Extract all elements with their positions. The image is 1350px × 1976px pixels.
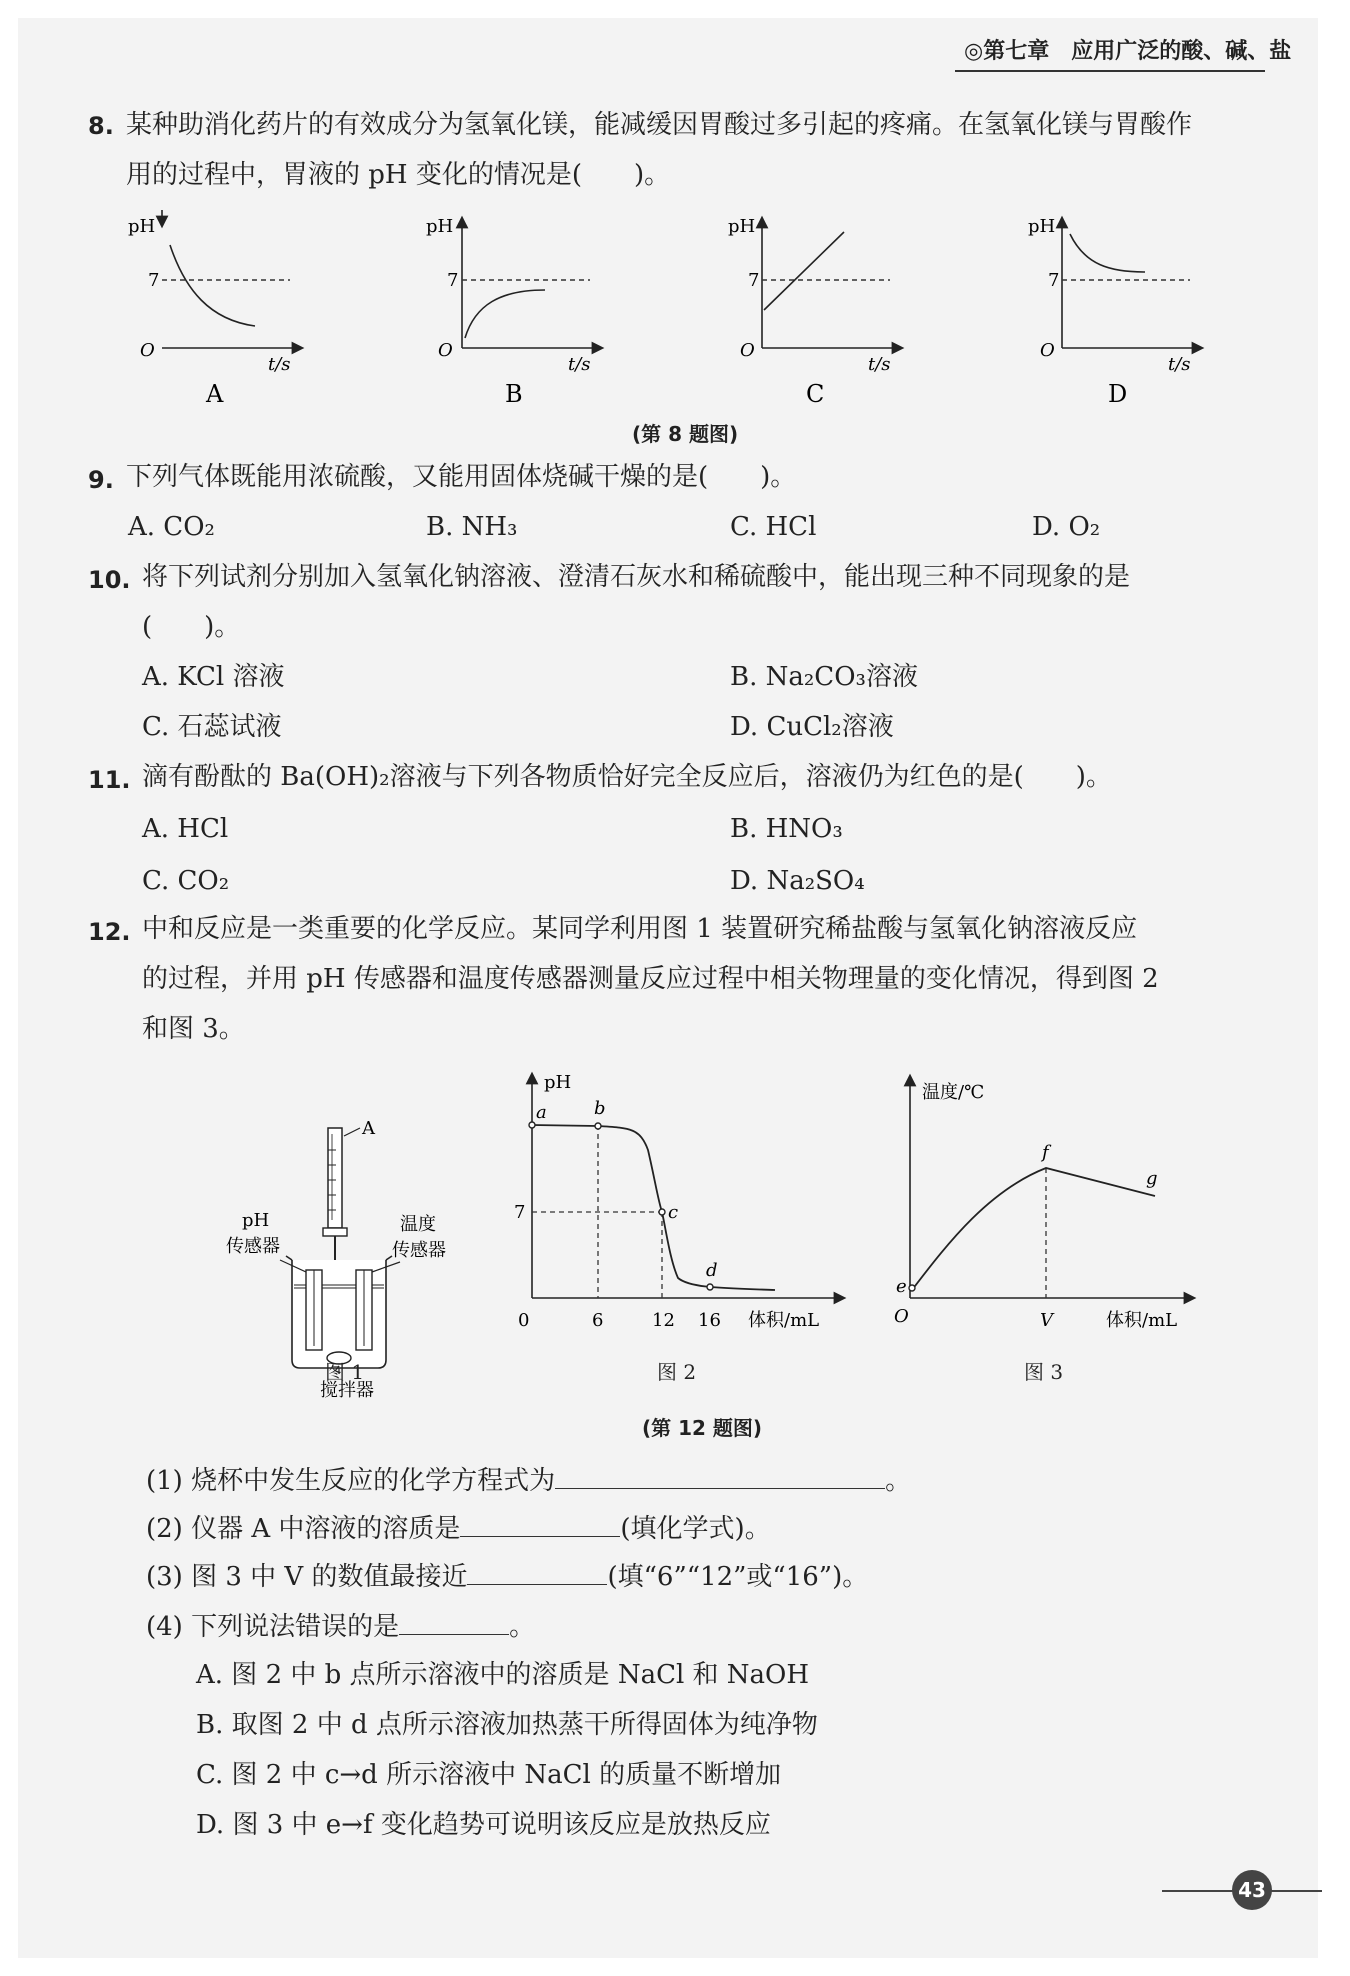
q12-fig2-pt-b: b bbox=[594, 1098, 606, 1119]
q8-graph-c bbox=[728, 216, 898, 408]
q12-fig1-ph-sensor-2: 传感器 bbox=[226, 1236, 280, 1257]
q12-sub4-text: (4) 下列说法错误的是 bbox=[146, 1612, 400, 1642]
page-number: 43 bbox=[1238, 1878, 1266, 1902]
q12-fig2-caption: 图 2 bbox=[657, 1360, 697, 1384]
q12-sub3-text: (3) 图 3 中 V 的数值最接近 bbox=[146, 1562, 468, 1592]
q8-b-ylabel: pH bbox=[426, 216, 454, 237]
q12-fig3-pt-g: g bbox=[1146, 1168, 1158, 1189]
q12-fig2-tick-0: 0 bbox=[518, 1310, 530, 1331]
q12-fig3-tick-v: V bbox=[1040, 1310, 1053, 1331]
q8-a-letter: A bbox=[206, 380, 224, 408]
header-rule bbox=[955, 70, 1265, 72]
q10-option-c: C. 石蕊试液 bbox=[142, 712, 282, 742]
q8-d-origin: O bbox=[1040, 340, 1055, 361]
q12-fig2-pt-a: a bbox=[536, 1102, 547, 1123]
q12-sub2-text: (2) 仪器 A 中溶液的溶质是 bbox=[146, 1514, 461, 1544]
q12-sub1-text: (1) 烧杯中发生反应的化学方程式为 bbox=[146, 1466, 556, 1496]
q12-fig2-tick-y: 7 bbox=[514, 1202, 526, 1223]
q9-number: 9. bbox=[88, 466, 114, 494]
q12-sub4-option-c: C. 图 2 中 c→d 所示溶液中 NaCl 的质量不断增加 bbox=[196, 1760, 782, 1790]
q12-fig2-pt-c: c bbox=[668, 1202, 679, 1223]
q12-sub4-blank[interactable] bbox=[399, 1612, 509, 1635]
q8-c-ylabel: pH bbox=[728, 216, 756, 237]
q12-fig3-ylabel: 温度/℃ bbox=[922, 1082, 985, 1103]
q11-option-d: D. Na₂SO₄ bbox=[730, 866, 865, 896]
q12-sub2-post: (填化学式)。 bbox=[620, 1514, 771, 1544]
q8-d-seven: 7 bbox=[1048, 270, 1060, 291]
q12-caption: (第 12 题图) bbox=[642, 1416, 763, 1440]
q8-graph-d bbox=[1028, 216, 1198, 408]
q12-fig1-caption: 图 1 bbox=[325, 1360, 365, 1384]
q8-a-xlabel: t/s bbox=[268, 354, 291, 375]
chapter-header: ◎第七章 应用广泛的酸、碱、盐 bbox=[964, 39, 1292, 64]
q11-stem: 滴有酚酞的 Ba(OH)₂溶液与下列各物质恰好完全反应后，溶液仍为红色的是( )。 bbox=[142, 762, 1112, 792]
q8-c-xlabel: t/s bbox=[868, 354, 891, 375]
q11-number: 11. bbox=[88, 766, 131, 794]
q12-sub3-blank[interactable] bbox=[467, 1562, 607, 1585]
q12-fig2-xlabel: 体积/mL bbox=[748, 1310, 820, 1331]
q8-stem-line1: 某种助消化药片的有效成分为氢氧化镁，能减缓因胃酸过多引起的疼痛。在氢氧化镁与胃酸作 bbox=[126, 110, 1193, 140]
q8-c-seven: 7 bbox=[748, 270, 760, 291]
q8-stem-line2: 用的过程中，胃液的 pH 变化的情况是( )。 bbox=[126, 160, 671, 190]
q10-stem-line2: ( )。 bbox=[142, 612, 241, 642]
q8-c-origin: O bbox=[740, 340, 755, 361]
q8-b-seven: 7 bbox=[447, 270, 459, 291]
q12-fig2-pt-d: d bbox=[706, 1260, 718, 1281]
q12-fig3-xlabel: 体积/mL bbox=[1106, 1310, 1178, 1331]
q9-option-c: C. HCl bbox=[730, 512, 817, 542]
q8-graph-a bbox=[128, 210, 298, 408]
q10-number: 10. bbox=[88, 566, 131, 594]
q8-d-letter: D bbox=[1108, 380, 1128, 408]
q12-fig1 bbox=[210, 1110, 460, 1401]
q8-b-origin: O bbox=[438, 340, 453, 361]
q8-caption: (第 8 题图) bbox=[632, 422, 739, 446]
q10-option-d: D. CuCl₂溶液 bbox=[730, 712, 894, 742]
q12-sub2-blank[interactable] bbox=[460, 1514, 620, 1537]
q12-fig2-tick-16: 16 bbox=[698, 1310, 721, 1331]
q9-option-d: D. O₂ bbox=[1032, 512, 1101, 542]
q12-sub4 bbox=[146, 1612, 535, 1642]
q10-stem-line1: 将下列试剂分别加入氢氧化钠溶液、澄清石灰水和稀硫酸中，能出现三种不同现象的是 bbox=[142, 562, 1131, 592]
q8-graphs bbox=[100, 210, 1250, 410]
q12-fig2-tick-6: 6 bbox=[592, 1310, 604, 1331]
q12-fig1-label-a: A bbox=[362, 1118, 375, 1139]
q8-b-xlabel: t/s bbox=[568, 354, 591, 375]
q9-option-a: A. CO₂ bbox=[128, 512, 215, 542]
q10-option-a: A. KCl 溶液 bbox=[142, 662, 285, 692]
q8-d-xlabel: t/s bbox=[1168, 354, 1191, 375]
q8-d-ylabel: pH bbox=[1028, 216, 1056, 237]
q12-sub3-post: (填“6”“12”或“16”)。 bbox=[607, 1562, 869, 1592]
q12-fig1-ph-sensor-1: pH bbox=[242, 1210, 270, 1231]
q12-fig3-pt-e: e bbox=[896, 1276, 907, 1297]
q12-sub1-post: 。 bbox=[885, 1466, 912, 1496]
q11-option-b: B. HNO₃ bbox=[730, 814, 843, 844]
q8-b-letter: B bbox=[505, 380, 523, 408]
q12-fig2 bbox=[500, 1070, 860, 1340]
q12-sub4-option-a: A. 图 2 中 b 点所示溶液中的溶质是 NaCl 和 NaOH bbox=[196, 1660, 810, 1690]
q12-fig1-stirrer: 搅拌器 bbox=[320, 1380, 374, 1401]
q12-sub3 bbox=[146, 1562, 868, 1592]
q12-stem-line2: 的过程，并用 pH 传感器和温度传感器测量反应过程中相关物理量的变化情况，得到图 2 bbox=[142, 964, 1159, 994]
q12-fig2-tick-12: 12 bbox=[652, 1310, 675, 1331]
q12-sub4-option-d: D. 图 3 中 e→f 变化趋势可说明该反应是放热反应 bbox=[196, 1810, 771, 1840]
q12-sub2 bbox=[146, 1514, 771, 1544]
q12-fig3 bbox=[880, 1070, 1210, 1340]
q11-option-a: A. HCl bbox=[142, 814, 229, 844]
q9-stem: 下列气体既能用浓硫酸，又能用固体烧碱干燥的是( )。 bbox=[126, 462, 797, 492]
q9-option-b: B. NH₃ bbox=[426, 512, 518, 542]
q12-sub1-blank[interactable] bbox=[555, 1466, 885, 1489]
q12-number: 12. bbox=[88, 918, 131, 946]
q8-number: 8. bbox=[88, 112, 114, 140]
q8-a-seven: 7 bbox=[148, 270, 160, 291]
q12-fig1-temp-sensor-1: 温度 bbox=[400, 1214, 436, 1235]
q8-c-letter: C bbox=[806, 380, 825, 408]
q12-stem-line3: 和图 3。 bbox=[142, 1014, 245, 1044]
q12-fig3-caption: 图 3 bbox=[1024, 1360, 1064, 1384]
q8-graph-b bbox=[426, 216, 598, 408]
q12-sub4-post: 。 bbox=[509, 1612, 536, 1642]
q10-option-b: B. Na₂CO₃溶液 bbox=[730, 662, 918, 692]
q8-a-ylabel: pH bbox=[128, 216, 156, 237]
q12-fig3-pt-f: f bbox=[1042, 1142, 1049, 1163]
q12-fig1-temp-sensor-2: 传感器 bbox=[392, 1240, 446, 1261]
q11-option-c: C. CO₂ bbox=[142, 866, 230, 896]
q8-a-origin: O bbox=[140, 340, 155, 361]
q12-fig3-origin: O bbox=[894, 1306, 909, 1327]
q12-fig2-ylabel: pH bbox=[544, 1072, 572, 1093]
q12-stem-line1: 中和反应是一类重要的化学反应。某同学利用图 1 装置研究稀盐酸与氢氧化钠溶液反应 bbox=[142, 914, 1138, 944]
q12-sub4-option-b: B. 取图 2 中 d 点所示溶液加热蒸干所得固体为纯净物 bbox=[196, 1710, 818, 1740]
q12-sub1 bbox=[146, 1466, 911, 1496]
